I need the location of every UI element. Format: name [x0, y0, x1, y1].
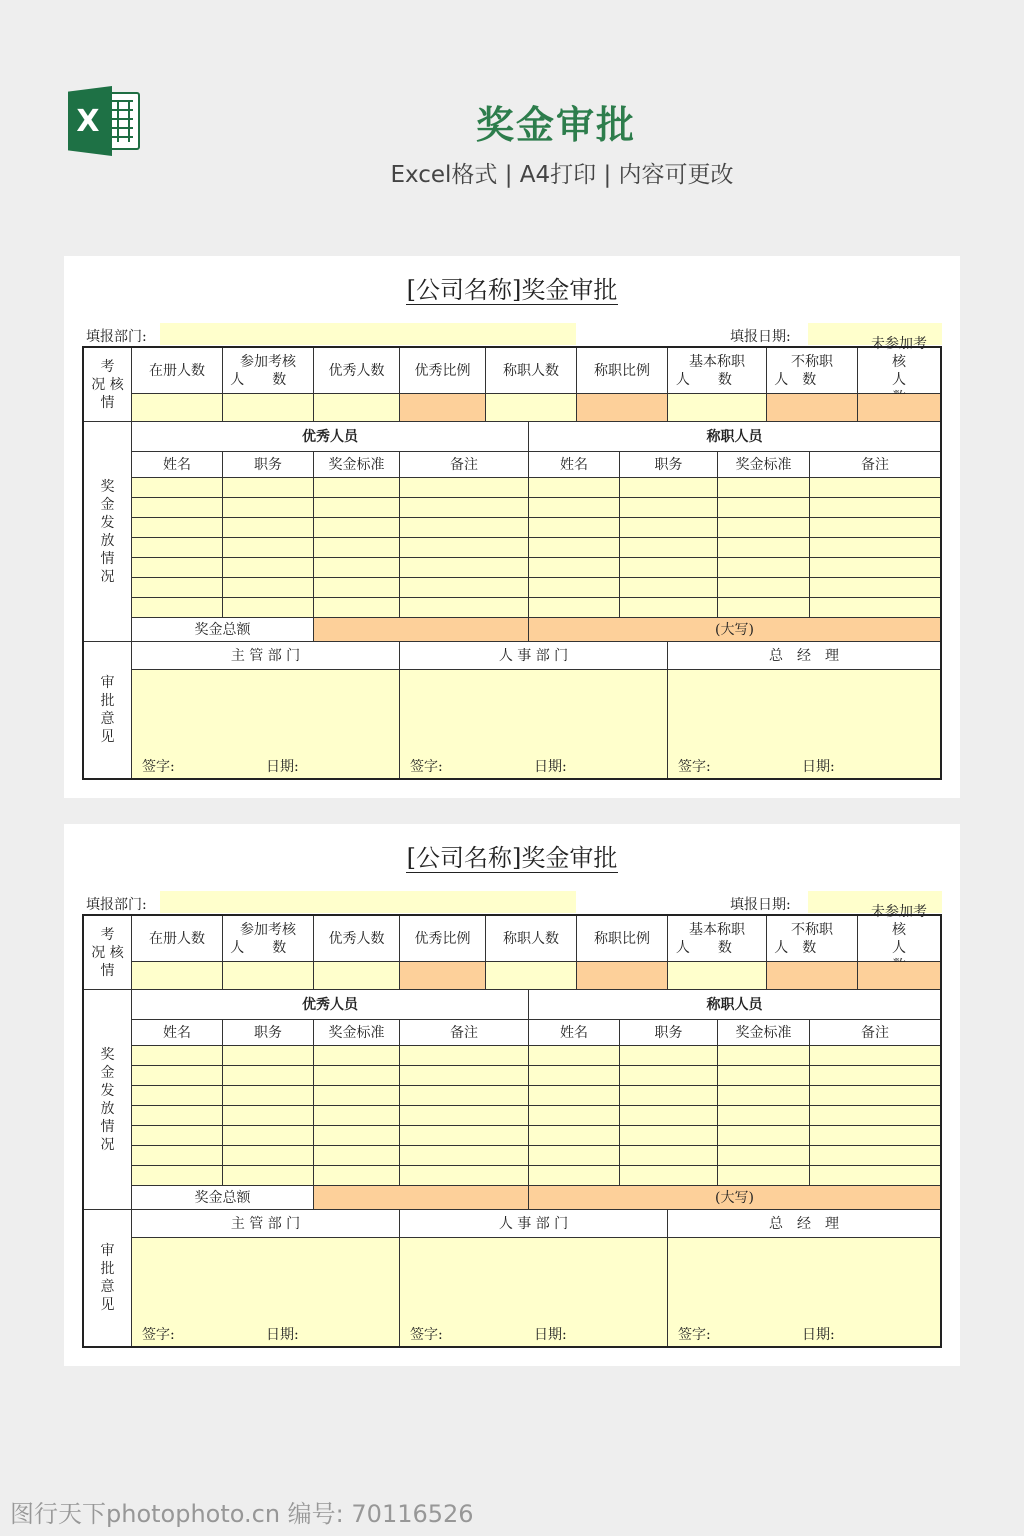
- detail-input-cell[interactable]: [718, 1166, 810, 1186]
- detail-input-cell[interactable]: [400, 558, 529, 578]
- label-line: 人 数: [774, 939, 817, 956]
- assessment-header: [767, 916, 858, 962]
- detail-input-cell[interactable]: [314, 1086, 400, 1106]
- detail-input-cell[interactable]: [132, 498, 223, 518]
- assessment-header: [223, 916, 314, 962]
- page-subtitle: Excel格式 | A4打印 | 内容可更改: [390, 162, 734, 188]
- label-line: 意: [100, 1279, 115, 1295]
- assessment-input[interactable]: [132, 394, 223, 422]
- label-line: 不称职: [791, 353, 833, 370]
- detail-input-cell[interactable]: [620, 538, 718, 558]
- label-line: 基本称职: [689, 353, 745, 370]
- label-line: 情: [100, 962, 115, 979]
- detail-column-header: 职务: [620, 452, 718, 478]
- detail-input-cell[interactable]: [620, 1106, 718, 1126]
- detail-input-cell[interactable]: [718, 558, 810, 578]
- detail-input-cell[interactable]: [529, 1166, 620, 1186]
- detail-input-cell[interactable]: [810, 598, 940, 618]
- detail-input-cell[interactable]: [223, 498, 314, 518]
- detail-input-cell[interactable]: [314, 1106, 400, 1126]
- detail-input-cell[interactable]: [314, 478, 400, 498]
- label-line: 发: [100, 1082, 115, 1099]
- assessment-header: [668, 348, 767, 394]
- approver-header: 总 经 理: [668, 642, 940, 670]
- assessment-input[interactable]: [767, 962, 858, 990]
- detail-input-cell[interactable]: [718, 498, 810, 518]
- detail-input-cell[interactable]: [529, 1106, 620, 1126]
- signature-label: 签字:: [142, 759, 175, 775]
- assessment-header: [400, 916, 486, 962]
- detail-input-cell[interactable]: [314, 498, 400, 518]
- label-line: 金: [100, 496, 115, 513]
- label-line: 人 数: [230, 371, 287, 388]
- detail-input-cell[interactable]: [620, 1066, 718, 1086]
- detail-input-cell[interactable]: [810, 1166, 940, 1186]
- label-line: 放: [100, 532, 115, 549]
- detail-input-cell[interactable]: [223, 598, 314, 618]
- bonus-label: [84, 990, 132, 1210]
- detail-input-cell[interactable]: [314, 558, 400, 578]
- detail-input-cell[interactable]: [718, 1066, 810, 1086]
- detail-input-cell[interactable]: [314, 1146, 400, 1166]
- detail-input-cell[interactable]: [529, 538, 620, 558]
- detail-input-cell[interactable]: [810, 1126, 940, 1146]
- detail-input-cell[interactable]: [223, 1106, 314, 1126]
- detail-input-cell[interactable]: [132, 578, 223, 598]
- detail-column-header: 姓名: [529, 452, 620, 478]
- detail-column-header: 奖金标准: [314, 452, 400, 478]
- assessment-input[interactable]: [314, 394, 400, 422]
- detail-column-header: 备注: [810, 452, 940, 478]
- label-line: 人 数: [675, 939, 732, 956]
- detail-column-header: 奖金标准: [314, 1020, 400, 1046]
- detail-column-header: 姓名: [529, 1020, 620, 1046]
- detail-input-cell[interactable]: [620, 518, 718, 538]
- excellent-group-header: 优秀人员: [132, 990, 529, 1020]
- assessment-header: [577, 348, 668, 394]
- detail-input-cell[interactable]: [132, 518, 223, 538]
- detail-input-cell[interactable]: [400, 1046, 529, 1066]
- label-line: 况: [100, 568, 115, 585]
- excel-logo-letter: X: [76, 104, 100, 139]
- assessment-header: [314, 916, 400, 962]
- label-line: 意: [100, 711, 115, 727]
- detail-input-cell[interactable]: [718, 1106, 810, 1126]
- detail-input-cell[interactable]: [400, 1106, 529, 1126]
- detail-input-cell[interactable]: [810, 1086, 940, 1106]
- total-capital-input[interactable]: (大写): [529, 618, 940, 642]
- detail-input-cell[interactable]: [718, 1046, 810, 1066]
- detail-input-cell[interactable]: [529, 498, 620, 518]
- page-title: 奖金审批: [475, 103, 636, 147]
- detail-input-cell[interactable]: [810, 578, 940, 598]
- detail-input-cell[interactable]: [223, 538, 314, 558]
- detail-input-cell[interactable]: [718, 598, 810, 618]
- signature-date-label: 日期:: [534, 759, 567, 775]
- label-line: 在册人数: [149, 362, 205, 379]
- label-line: 未参加考核: [871, 335, 927, 370]
- detail-input-cell[interactable]: [314, 1166, 400, 1186]
- label-line: 优秀人数: [328, 362, 385, 379]
- detail-input-cell[interactable]: [529, 558, 620, 578]
- detail-input-cell[interactable]: [529, 578, 620, 598]
- detail-input-cell[interactable]: [132, 478, 223, 498]
- label-line: 称职人数: [503, 930, 559, 947]
- detail-input-cell[interactable]: [810, 1046, 940, 1066]
- assessment-header: [223, 348, 314, 394]
- assessment-input[interactable]: [400, 962, 486, 990]
- label-line: 金: [100, 1064, 115, 1081]
- detail-input-cell[interactable]: [314, 578, 400, 598]
- dept-input[interactable]: [160, 891, 576, 913]
- total-capital-input[interactable]: (大写): [529, 1186, 940, 1210]
- detail-input-cell[interactable]: [314, 1066, 400, 1086]
- assessment-input[interactable]: [668, 962, 767, 990]
- sheet-title: [64, 838, 960, 873]
- detail-input-cell[interactable]: [620, 1126, 718, 1146]
- signature-date-label: 日期:: [802, 759, 835, 775]
- assessment-input[interactable]: [668, 394, 767, 422]
- detail-input-cell[interactable]: [620, 1166, 718, 1186]
- detail-input-cell[interactable]: [810, 1146, 940, 1166]
- detail-input-cell[interactable]: [810, 478, 940, 498]
- detail-input-cell[interactable]: [810, 498, 940, 518]
- label-line: 批: [100, 693, 115, 709]
- detail-input-cell[interactable]: [810, 538, 940, 558]
- detail-input-cell[interactable]: [529, 1086, 620, 1106]
- competent-group-header: 称职人员: [529, 990, 940, 1020]
- detail-column-header: 备注: [810, 1020, 940, 1046]
- detail-input-cell[interactable]: [132, 538, 223, 558]
- label-line: 参加考核: [240, 353, 296, 370]
- detail-input-cell[interactable]: [314, 1126, 400, 1146]
- signature-date-label: 日期:: [802, 1327, 835, 1343]
- label-line: 称职比例: [594, 362, 650, 379]
- detail-input-cell[interactable]: [314, 538, 400, 558]
- label-line: 优秀人数: [328, 930, 385, 947]
- assessment-header: [577, 916, 668, 962]
- signature-date-label: 日期:: [534, 1327, 567, 1343]
- label-line: 况: [100, 1136, 115, 1153]
- signature-label: 签字:: [142, 1327, 175, 1343]
- detail-input-cell[interactable]: [718, 538, 810, 558]
- total-amount-input[interactable]: [314, 1186, 529, 1210]
- bonus-label: [84, 422, 132, 642]
- detail-column-header: 奖金标准: [718, 452, 810, 478]
- detail-input-cell[interactable]: [400, 578, 529, 598]
- sheet-title: [64, 270, 960, 305]
- approver-header: 人 事 部 门: [400, 642, 668, 670]
- assessment-header: [767, 348, 858, 394]
- detail-input-cell[interactable]: [529, 1046, 620, 1066]
- detail-input-cell[interactable]: [314, 1046, 400, 1066]
- signature-date-label: 日期:: [266, 1327, 299, 1343]
- signature-label: 签字:: [410, 759, 443, 775]
- label-line: 人 数: [675, 371, 732, 388]
- detail-input-cell[interactable]: [132, 1126, 223, 1146]
- assessment-label: [84, 348, 132, 422]
- excellent-group-header: 优秀人员: [132, 422, 529, 452]
- detail-input-cell[interactable]: [132, 1046, 223, 1066]
- detail-input-cell[interactable]: [223, 1086, 314, 1106]
- assessment-header: [486, 348, 577, 394]
- label-line: 考: [100, 358, 115, 375]
- assessment-input[interactable]: [577, 394, 668, 422]
- detail-input-cell[interactable]: [400, 478, 529, 498]
- assessment-input[interactable]: [400, 394, 486, 422]
- assessment-input[interactable]: [223, 962, 314, 990]
- detail-input-cell[interactable]: [620, 1086, 718, 1106]
- sheet-title-text: [公司名称]奖金审批: [406, 844, 618, 872]
- label-line: 在册人数: [149, 930, 205, 947]
- detail-input-cell[interactable]: [529, 1066, 620, 1086]
- detail-input-cell[interactable]: [132, 1086, 223, 1106]
- detail-input-cell[interactable]: [400, 598, 529, 618]
- total-amount-input[interactable]: [314, 618, 529, 642]
- watermark: 图行天下photophoto.cn 编号: 70116526: [10, 1500, 474, 1528]
- approver-header: 人 事 部 门: [400, 1210, 668, 1238]
- assessment-input[interactable]: [767, 394, 858, 422]
- assessment-header: [858, 903, 940, 962]
- dept-label: 填报部门:: [86, 897, 147, 913]
- detail-input-cell[interactable]: [718, 518, 810, 538]
- competent-group-header: 称职人员: [529, 422, 940, 452]
- label-line: 奖: [100, 478, 115, 495]
- date-label: 填报日期:: [730, 329, 791, 345]
- assessment-label: [84, 916, 132, 990]
- detail-input-cell[interactable]: [400, 1066, 529, 1086]
- assessment-header: [132, 916, 223, 962]
- label-line: 况 核: [91, 944, 124, 961]
- detail-input-cell[interactable]: [400, 1146, 529, 1166]
- assessment-header: [486, 916, 577, 962]
- detail-input-cell[interactable]: [223, 478, 314, 498]
- detail-column-header: 职务: [223, 452, 314, 478]
- approval-label: [84, 1210, 132, 1346]
- detail-input-cell[interactable]: [400, 1126, 529, 1146]
- detail-column-header: 备注: [400, 1020, 529, 1046]
- approval-label: [84, 642, 132, 778]
- assessment-header: [314, 348, 400, 394]
- label-line: 基本称职: [689, 921, 745, 938]
- detail-input-cell[interactable]: [718, 1126, 810, 1146]
- label-line: 情: [100, 550, 115, 567]
- detail-input-cell[interactable]: [223, 578, 314, 598]
- assessment-header: [400, 348, 486, 394]
- detail-input-cell[interactable]: [400, 1086, 529, 1106]
- label-line: 不称职: [791, 921, 833, 938]
- detail-input-cell[interactable]: [718, 1146, 810, 1166]
- detail-column-header: 姓名: [132, 452, 223, 478]
- detail-column-header: 职务: [223, 1020, 314, 1046]
- detail-input-cell[interactable]: [400, 538, 529, 558]
- detail-column-header: 职务: [620, 1020, 718, 1046]
- signature-label: 签字:: [678, 759, 711, 775]
- detail-column-header: 备注: [400, 452, 529, 478]
- detail-input-cell[interactable]: [223, 1066, 314, 1086]
- label-line: 况 核: [91, 376, 124, 393]
- detail-input-cell[interactable]: [620, 1046, 718, 1066]
- detail-input-cell[interactable]: [620, 498, 718, 518]
- detail-input-cell[interactable]: [810, 1106, 940, 1126]
- label-line: 称职比例: [594, 930, 650, 947]
- assessment-input[interactable]: [132, 962, 223, 990]
- detail-column-header: 奖金标准: [718, 1020, 810, 1046]
- assessment-input[interactable]: [486, 962, 577, 990]
- detail-input-cell[interactable]: [718, 578, 810, 598]
- signature-date-label: 日期:: [266, 759, 299, 775]
- assessment-input[interactable]: [577, 962, 668, 990]
- dept-label: 填报部门:: [86, 329, 147, 345]
- date-label: 填报日期:: [730, 897, 791, 913]
- label-line: 见: [100, 1297, 115, 1313]
- detail-input-cell[interactable]: [529, 598, 620, 618]
- detail-input-cell[interactable]: [223, 558, 314, 578]
- detail-input-cell[interactable]: [132, 598, 223, 618]
- detail-input-cell[interactable]: [132, 1146, 223, 1166]
- signature-label: 签字:: [678, 1327, 711, 1343]
- detail-input-cell[interactable]: [810, 1066, 940, 1086]
- label-line: 奖: [100, 1046, 115, 1063]
- approver-header: 总 经 理: [668, 1210, 940, 1238]
- label-line: 参加考核: [240, 921, 296, 938]
- label-line: 人: [892, 939, 906, 956]
- detail-input-cell[interactable]: [132, 1106, 223, 1126]
- detail-input-cell[interactable]: [718, 478, 810, 498]
- detail-input-cell[interactable]: [400, 1166, 529, 1186]
- label-line: 发: [100, 514, 115, 531]
- label-line: 放: [100, 1100, 115, 1117]
- detail-input-cell[interactable]: [314, 598, 400, 618]
- detail-input-cell[interactable]: [620, 478, 718, 498]
- label-line: 称职人数: [503, 362, 559, 379]
- assessment-header: [132, 348, 223, 394]
- detail-input-cell[interactable]: [223, 1126, 314, 1146]
- approver-header: 主 管 部 门: [132, 1210, 400, 1238]
- detail-input-cell[interactable]: [620, 558, 718, 578]
- detail-input-cell[interactable]: [223, 1046, 314, 1066]
- detail-input-cell[interactable]: [132, 1166, 223, 1186]
- detail-input-cell[interactable]: [529, 518, 620, 538]
- approval-sheet-1: [64, 256, 960, 798]
- detail-input-cell[interactable]: [132, 558, 223, 578]
- detail-input-cell[interactable]: [223, 1146, 314, 1166]
- label-line: 人: [892, 371, 906, 388]
- assessment-input[interactable]: [858, 962, 940, 990]
- assessment-input[interactable]: [223, 394, 314, 422]
- detail-input-cell[interactable]: [400, 498, 529, 518]
- detail-input-cell[interactable]: [810, 558, 940, 578]
- dept-input[interactable]: [160, 323, 576, 345]
- detail-input-cell[interactable]: [620, 1146, 718, 1166]
- label-line: 批: [100, 1261, 115, 1277]
- label-line: 审: [100, 675, 115, 691]
- detail-input-cell[interactable]: [810, 518, 940, 538]
- label-line: 优秀比例: [414, 362, 471, 379]
- assessment-input[interactable]: [314, 962, 400, 990]
- detail-input-cell[interactable]: [223, 1166, 314, 1186]
- detail-input-cell[interactable]: [620, 598, 718, 618]
- detail-column-header: 姓名: [132, 1020, 223, 1046]
- assessment-header: [668, 916, 767, 962]
- label-line: 人 数: [230, 939, 287, 956]
- detail-input-cell[interactable]: [400, 518, 529, 538]
- label-line: 考: [100, 926, 115, 943]
- assessment-header: [858, 335, 940, 394]
- assessment-input[interactable]: [858, 394, 940, 422]
- total-label: 奖金总额: [132, 1186, 314, 1210]
- label-line: 优秀比例: [414, 930, 471, 947]
- sheet-title-text: [公司名称]奖金审批: [406, 276, 618, 304]
- label-line: 情: [100, 1118, 115, 1135]
- detail-input-cell[interactable]: [529, 1126, 620, 1146]
- approval-sheet-2: [64, 824, 960, 1366]
- detail-input-cell[interactable]: [132, 1066, 223, 1086]
- approver-header: 主 管 部 门: [132, 642, 400, 670]
- detail-input-cell[interactable]: [223, 518, 314, 538]
- detail-input-cell[interactable]: [718, 1086, 810, 1106]
- label-line: 未参加考核: [871, 903, 927, 938]
- detail-input-cell[interactable]: [529, 1146, 620, 1166]
- assessment-input[interactable]: [486, 394, 577, 422]
- detail-input-cell[interactable]: [314, 518, 400, 538]
- detail-input-cell[interactable]: [620, 578, 718, 598]
- total-label: 奖金总额: [132, 618, 314, 642]
- label-line: 见: [100, 729, 115, 745]
- label-line: 审: [100, 1243, 115, 1259]
- signature-label: 签字:: [410, 1327, 443, 1343]
- detail-input-cell[interactable]: [529, 478, 620, 498]
- label-line: 情: [100, 394, 115, 411]
- label-line: 人 数: [774, 371, 817, 388]
